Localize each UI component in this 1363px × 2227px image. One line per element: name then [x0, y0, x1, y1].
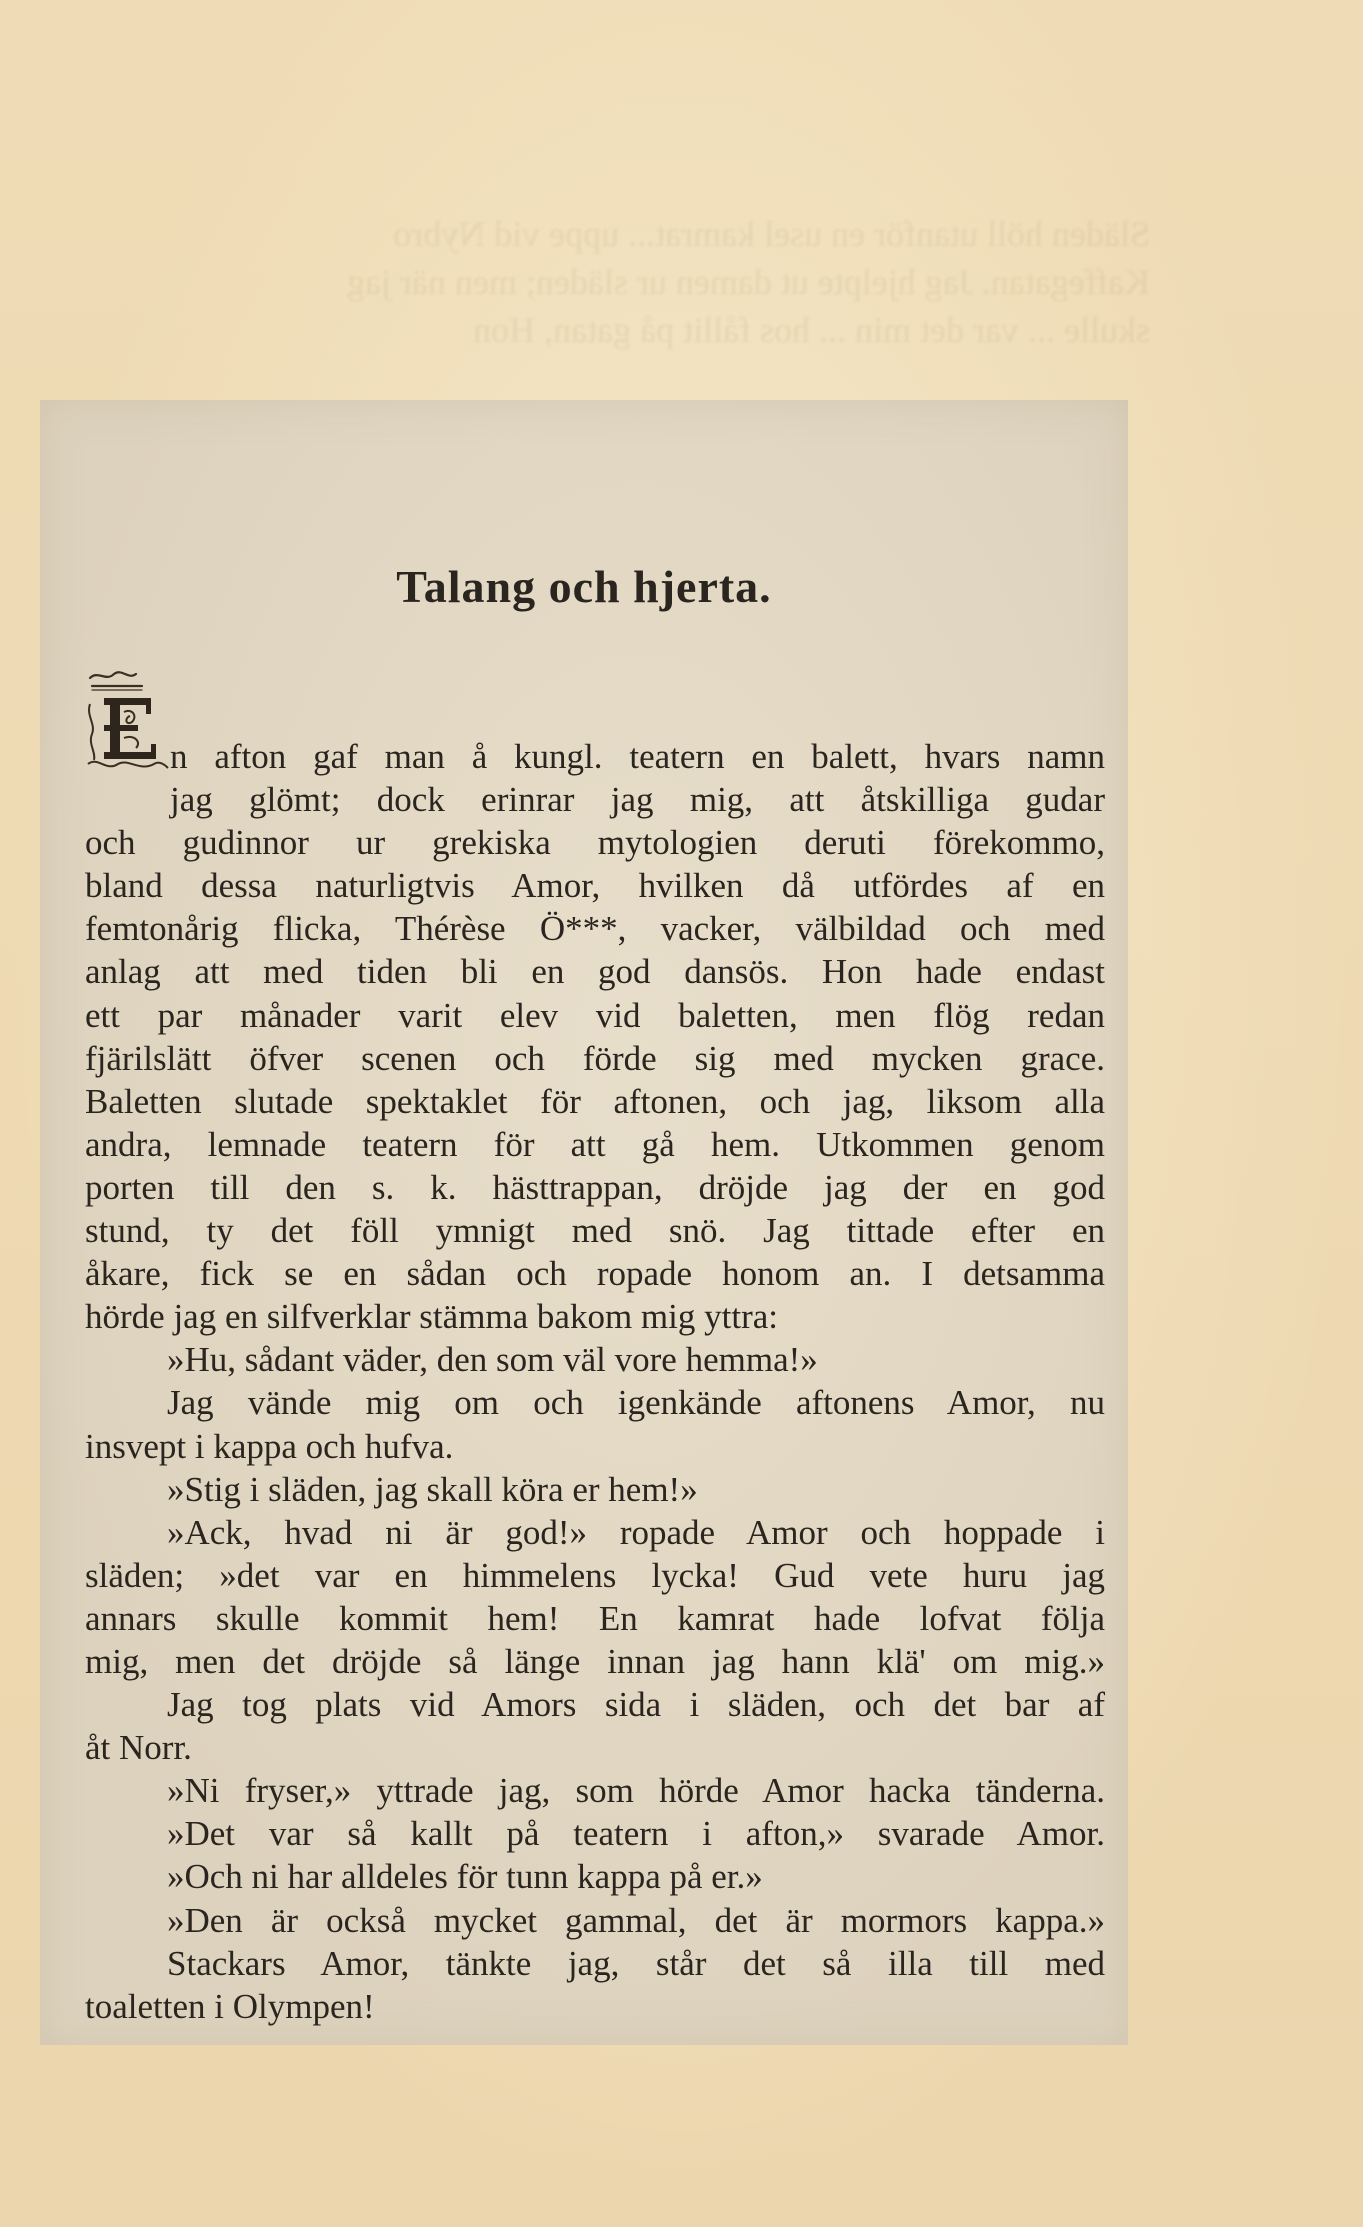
text-line: Jag tog plats vid Amors sida i släden, och det bar af — [167, 1685, 1105, 1725]
text-line: »Ni fryser,» yttrade jag, som hörde Amor hacka tänderna. — [167, 1771, 1105, 1811]
page-title: Talang och hjerta. — [396, 561, 772, 612]
text-line: hörde jag en silfverklar stämma bakom mig yttra: — [85, 1297, 778, 1337]
text-line: femtonårig flicka, Thérèse Ö***, vacker, välbildad och med — [85, 909, 1105, 949]
text-line: »Och ni har alldeles för tunn kappa på er.» — [167, 1857, 763, 1897]
text-line: »Ack, hvad ni är god!» ropade Amor och hoppade i — [167, 1512, 1105, 1552]
text-line: mig, men det dröjde så länge innan jag hann klä' om mig.» — [85, 1641, 1105, 1681]
text-line: Jag vände mig om och igenkände aftonens Amor, nu — [167, 1383, 1105, 1423]
text-line: ett par månader varit elev vid baletten, men flög redan — [85, 995, 1105, 1035]
text-line: stund, ty det föll ymnigt med snö. Jag tittade efter en — [85, 1211, 1105, 1251]
text-line: Baletten slutade spektaklet för aftonen, och jag, liksom alla — [85, 1081, 1105, 1121]
text-line: »Den är också mycket gammal, det är mormors kappa.» — [167, 1900, 1105, 1940]
text-line: åt Norr. — [85, 1728, 192, 1768]
text-line: anlag att med tiden bli en god dansös. Hon hade endast — [85, 952, 1105, 992]
text-line: åkare, fick se en sådan och ropade honom an. I detsamma — [85, 1254, 1105, 1294]
text-line: annars skulle kommit hem! En kamrat hade lofvat följa — [85, 1598, 1105, 1638]
text-line: »Stig i släden, jag skall köra er hem!» — [167, 1469, 698, 1509]
text-line: släden; »det var en himmelens lycka! Gud vete huru jag — [85, 1555, 1105, 1595]
bleed-line-1: Släden höll utanför en usel kamrat... uppe vid Nybro — [393, 214, 1150, 254]
text-line: och gudinnor ur grekiska mytologien deruti förekommo, — [85, 823, 1105, 863]
text-line: »Det var så kallt på teatern i afton,» svarade Amor. — [167, 1814, 1105, 1854]
body-text — [85, 735, 1105, 2028]
bleed-line-2: Kaffegatan. Jag hjelpte ut damen ur släden; men när jag — [346, 262, 1150, 302]
text-line: fjärilslätt öfver scenen och förde sig med mycken grace. — [85, 1038, 1105, 1078]
text-line: andra, lemnade teatern för att gå hem. Utkommen genom — [85, 1124, 1105, 1164]
text-line: jag glömt; dock erinrar jag mig, att åtskilliga gudar — [170, 780, 1105, 820]
text-line: Stackars Amor, tänkte jag, står det så illa till med — [167, 1943, 1105, 1983]
bleed-through-text — [250, 210, 1150, 360]
text-line: insvept i kappa och hufva. — [85, 1426, 454, 1466]
text-line: n afton gaf man å kungl. teatern en balett, hvars namn — [170, 737, 1105, 776]
text-line: »Hu, sådant väder, den som väl vore hemma!» — [167, 1340, 818, 1380]
bleed-line-3: skulle ... var det min ... hos fållit på gatan, Hon — [473, 310, 1150, 350]
text-line: porten till den s. k. hästtrappan, dröjde jag der en god — [85, 1167, 1105, 1207]
text-line: toaletten i Olympen! — [85, 1986, 375, 2026]
text-line: bland dessa naturligtvis Amor, hvilken då utfördes af en — [85, 866, 1105, 906]
